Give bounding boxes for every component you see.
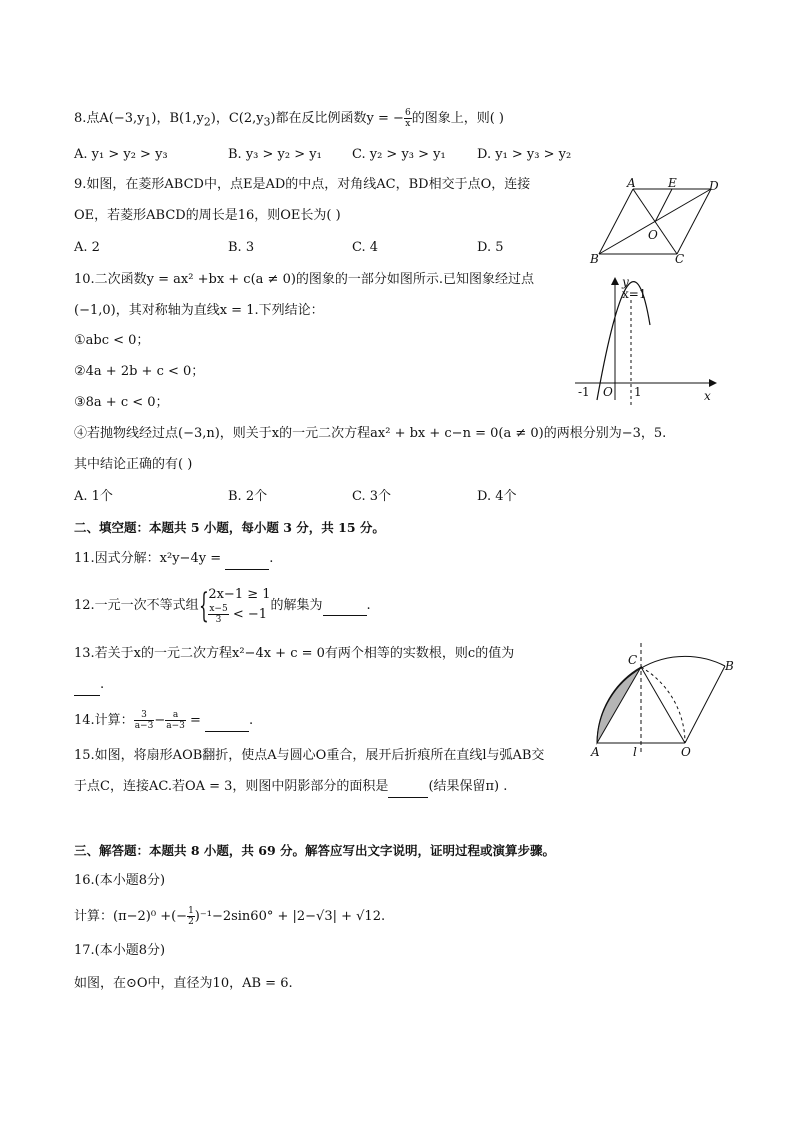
q10-statement-1: ①abc < 0； <box>74 333 150 348</box>
q10-option-d[interactable]: D. 4个 <box>477 489 517 504</box>
q15-line1: 15.如图，将扇形AOB翻折，使点A与圆心O重合，展开后折痕所在直线l与弧AB交 <box>74 748 545 763</box>
q12-brace: { <box>198 585 209 626</box>
q12: 12.一元一次不等式组 { 2x−1 ≥ 1 $\frac{x-5}{3}$ < −1 的解集为 . <box>74 585 371 626</box>
q16-expression: 计算：(π−2)⁰ +(− $\frac{1}{2}$ )⁻¹−2sin60° + |2−√3| + √12. <box>74 906 386 927</box>
q8-fraction: $\frac{6}{x}$ <box>404 108 411 129</box>
q12-system: 2x−1 ≥ 1 $\frac{x-5}{3}$ < −1 <box>208 587 271 625</box>
q15-line2: 于点C，连接AC.若OA = 3，则图中阴影部分的面积是 (结果保留π) . <box>74 777 507 798</box>
section2-heading: 二、填空题：本题共 5 小题，每小题 3 分，共 15 分。 <box>74 520 385 535</box>
q13-answer-blank[interactable] <box>74 675 100 696</box>
q14: 14.计算： $\frac{3}{a-3}$ − $\frac{a}{a-3}$ = . <box>74 710 254 731</box>
label-e: E <box>668 176 677 190</box>
q9-option-b[interactable]: B. 3 <box>228 240 255 255</box>
label-o: O <box>681 745 691 759</box>
radius-ob <box>685 666 725 743</box>
section3-heading: 三、解答题：本题共 8 小题，共 69 分。解答应写出文字说明，证明过程或演算步骤。 <box>74 843 556 858</box>
q10-option-b[interactable]: B. 2个 <box>228 489 268 504</box>
q9-line2: OE，若菱形ABCD的周长是16，则OE长为( ) <box>74 208 341 223</box>
label-l: l <box>633 745 637 759</box>
q10-line1: 10.二次函数y = ax² +bx + c(a ≠ 0)的图象的一部分如图所示.已知图象经过点 <box>74 272 535 287</box>
symmetry-label: x=1 <box>622 287 647 301</box>
y-label: y <box>622 275 629 289</box>
label-o: O <box>648 228 658 242</box>
q12-answer-blank[interactable] <box>323 595 367 616</box>
label-c: C <box>628 653 638 667</box>
label-b: B <box>725 659 734 673</box>
q10-line2: (−1,0)，其对称轴为直线x = 1.下列结论： <box>74 303 324 318</box>
label-a: A <box>627 176 636 190</box>
q10-statement-3: ③8a + c < 0； <box>74 395 169 410</box>
q11-answer-blank[interactable] <box>225 549 269 570</box>
q10-option-a[interactable]: A. 1个 <box>74 489 113 504</box>
q17-text: 如图，在⊙O中，直径为10，AB = 6. <box>74 976 293 991</box>
q8-option-b[interactable]: B. y₃ > y₂ > y₁ <box>228 147 322 162</box>
q8-option-c[interactable]: C. y₂ > y₃ > y₁ <box>352 147 446 162</box>
q10-parabola-figure <box>570 270 720 405</box>
origin-label: O <box>603 385 613 399</box>
q8-option-d[interactable]: D. y₁ > y₃ > y₂ <box>477 147 572 162</box>
q9-option-c[interactable]: C. 4 <box>352 240 379 255</box>
label-b: B <box>590 252 599 266</box>
label-c: C <box>675 252 685 266</box>
q9-option-a[interactable]: A. 2 <box>74 240 100 255</box>
tick-1: 1 <box>634 385 642 399</box>
tick-neg1: -1 <box>578 385 590 399</box>
q10-statement-2: ②4a + 2b + c < 0； <box>74 364 205 379</box>
q14-answer-blank[interactable] <box>205 711 249 732</box>
q9-rhombus-figure <box>585 175 735 270</box>
label-a: A <box>591 745 600 759</box>
shaded-region <box>597 667 641 743</box>
q9-option-d[interactable]: D. 5 <box>477 240 504 255</box>
label-d: D <box>709 179 719 193</box>
q10-statement-4: ④若抛物线经过点(−3,n)，则关于x的一元二次方程ax² + bx + c−n = 0(a ≠ 0)的两根分别为−3，5. <box>74 426 667 441</box>
segment-co <box>641 667 685 743</box>
q13-line1: 13.若关于x的一元二次方程x²−4x + c = 0有两个相等的实数根，则c的值为 <box>74 646 515 661</box>
q8-option-a[interactable]: A. y₁ > y₂ > y₃ <box>74 147 168 162</box>
q15-answer-blank[interactable] <box>388 777 428 798</box>
q8-stem: 8.点$A(-3,y_1)$，$B(1,y_2)$，$C(2,y_3)$都在反比例函数y = − $\frac{6}{x}$ 的图象上，则( ) <box>74 108 504 129</box>
q10-option-c[interactable]: C. 3个 <box>352 489 392 504</box>
q15-sector-figure <box>585 640 740 760</box>
x-label: x <box>704 389 711 403</box>
q16-heading: 16.(本小题8分) <box>74 873 166 888</box>
q9-line1: 9.如图，在菱形ABCD中，点E是AD的中点，对角线AC，BD相交于点O，连接 <box>74 177 531 192</box>
q10-conclusion: 其中结论正确的有( ) <box>74 457 193 472</box>
q13-line2: . <box>74 675 104 696</box>
q17-heading: 17.(本小题8分) <box>74 943 166 958</box>
q11: 11.因式分解：x²y−4y = . <box>74 549 273 570</box>
